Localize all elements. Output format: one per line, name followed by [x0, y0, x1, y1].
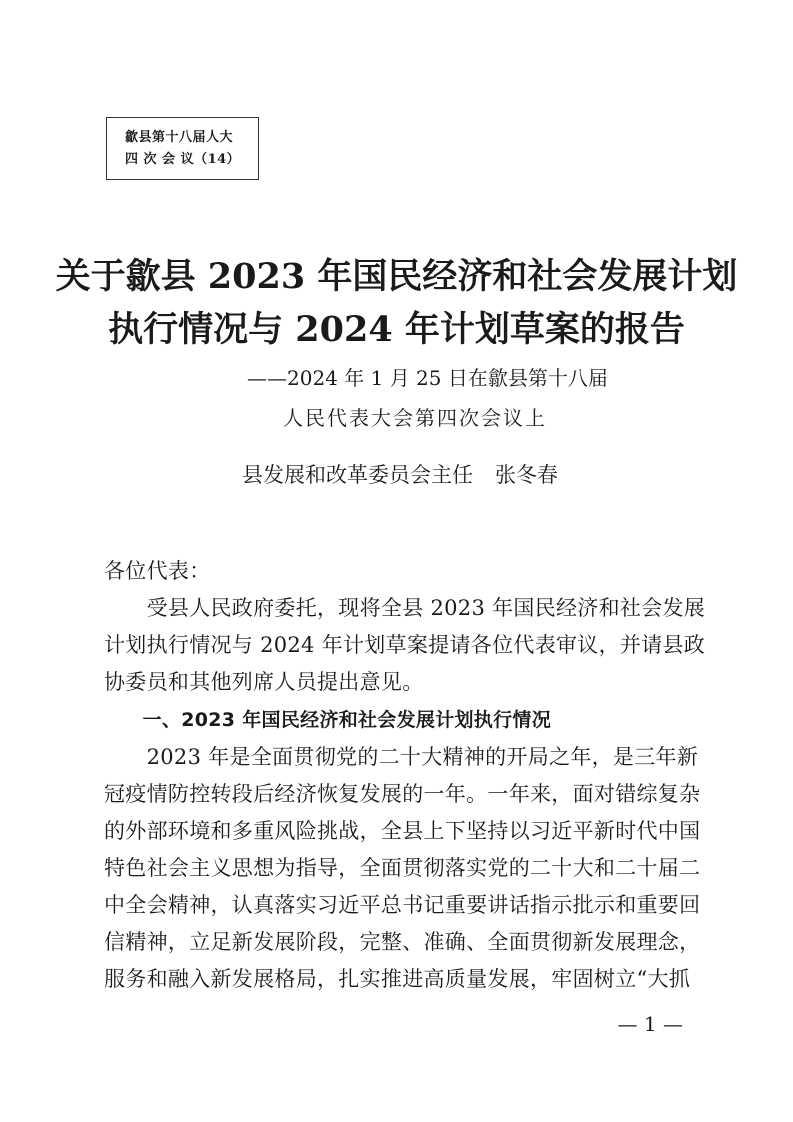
report-title-line1: 关于歙县 2023 年国民经济和社会发展计划: [55, 256, 738, 297]
page-number: — 1 —: [617, 1012, 683, 1036]
document-number-box: [106, 117, 259, 180]
author-name: 张冬春: [495, 463, 558, 487]
doc-box-line1: 歙县第十八届人大: [125, 130, 234, 145]
paragraph-line: 中全会精神，认真落实习近平总书记重要讲话指示批示和重要回: [104, 893, 701, 917]
paragraph-line: 冠疫情防控转段后经济恢复发展的一年。一年来，面对错综复杂: [104, 782, 701, 806]
author-line: [242, 459, 558, 491]
paragraph-line: 服务和融入新发展格局，扎实推进高质量发展，牢固树立“大抓: [104, 967, 691, 991]
paragraph-line: 信精神，立足新发展阶段，完整、准确、全面贯彻新发展理念，: [104, 930, 701, 954]
report-title-line2: 执行情况与 2024 年计划草案的报告: [108, 309, 685, 350]
subtitle-line2: 人民代表大会第四次会议上: [283, 406, 547, 430]
section-heading: 一、2023 年国民经济和社会发展计划执行情况: [104, 709, 551, 731]
intro-line: 计划执行情况与 2024 年计划草案提请各位代表审议，并请县政: [104, 633, 706, 657]
intro-line: 协委员和其他列席人员提出意见。: [104, 670, 424, 694]
subtitle-line1: ——2024 年 1 月 25 日在歙县第十八届: [247, 366, 608, 390]
paragraph-line: 特色社会主义思想为指导，全面贯彻落实党的二十大和二十届二: [104, 856, 701, 880]
paragraph-line: 的外部环境和多重风险挑战，全县上下坚持以习近平新时代中国: [104, 819, 701, 843]
intro-line: 受县人民政府委托，现将全县 2023 年国民经济和社会发展: [104, 596, 706, 620]
paragraph-line: 2023 年是全面贯彻党的二十大精神的开局之年，是三年新: [104, 745, 699, 769]
doc-box-line2: 四 次 会 议（14）: [125, 152, 241, 167]
salutation: 各位代表：: [104, 559, 211, 583]
author-role: 县发展和改革委员会主任: [242, 463, 473, 487]
